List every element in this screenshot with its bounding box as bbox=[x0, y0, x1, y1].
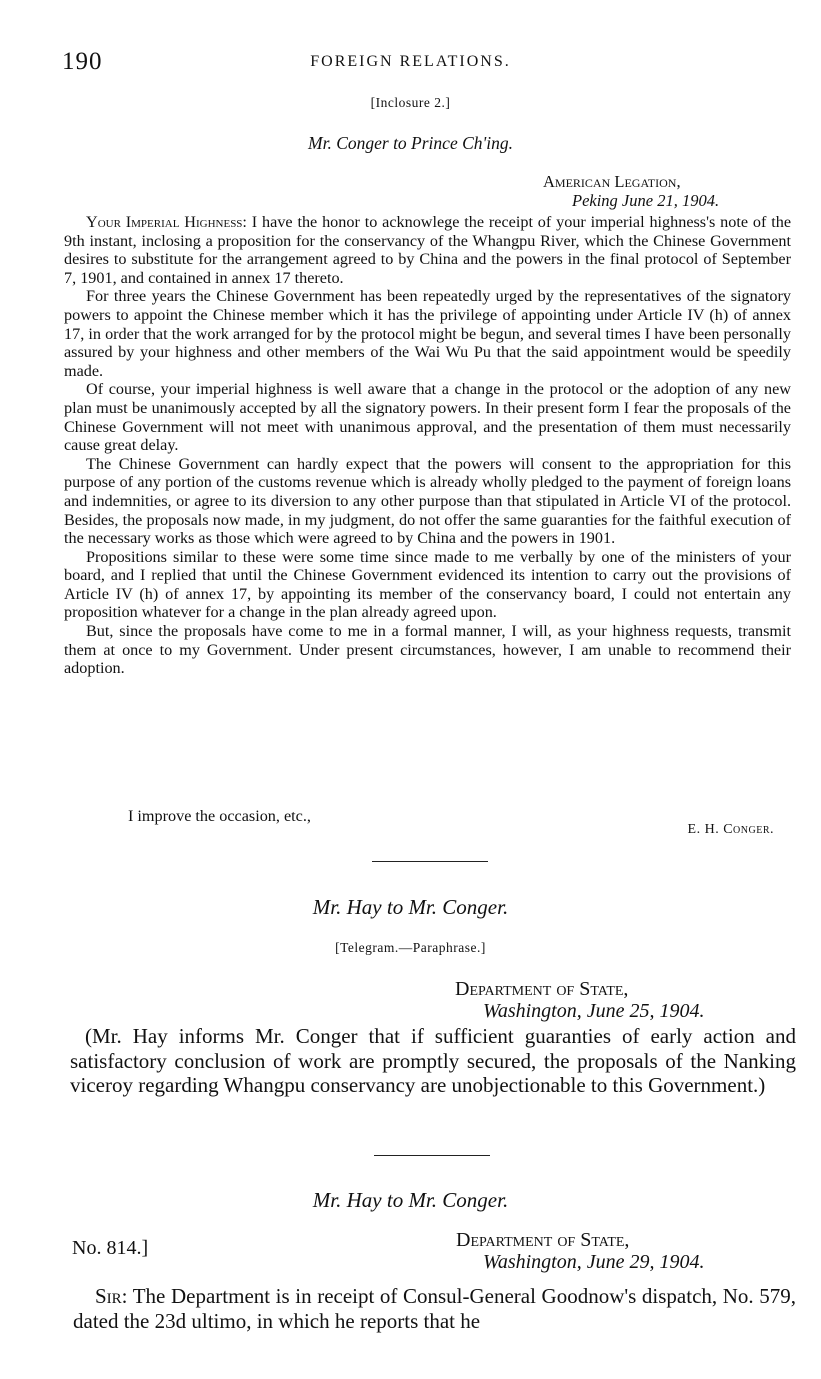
divider bbox=[372, 861, 488, 862]
divider bbox=[374, 1155, 490, 1156]
letter-title: Mr. Hay to Mr. Conger. bbox=[312, 895, 509, 919]
date: Washington, June 25, 1904. bbox=[483, 1000, 705, 1022]
paragraph: For three years the Chinese Government has been repeatedly urged by the representatives of the signatory powers to appoint the Chinese member which it has the privilege of appointing under Article IV (h) of annex 17, in order that the work arranged for by the protocol might be begun, and several times I have been personally assured by your highness and other members of the Wai Wu Pu that the said appointment would be speedily made. bbox=[64, 287, 791, 380]
letter-body bbox=[73, 1284, 796, 1333]
paragraph-text: I have the honor to acknowlege the receipt of your imperial highness's note of the 9th instant, inclosing a proposition for the conservancy of the Whangpu River, which the Chinese Government desires to substitute for the arrangement agreed to by China and the powers in the final protocol of September 7, 1901, and contained in annex 17 thereto. bbox=[64, 213, 791, 287]
date: Washington, June 29, 1904. bbox=[483, 1251, 705, 1273]
page-number: 190 bbox=[62, 48, 103, 75]
place: American Legation, bbox=[543, 172, 681, 191]
letter-title: Mr. Conger to Prince Ch'ing. bbox=[308, 133, 513, 153]
paragraph: Of course, your imperial highness is well aware that a change in the protocol or the adoption of any new plan must be unanimously accepted by all the signatory powers. In their present form I fear the proposals of the Chinese Government will not meet with unanimous approval, and the presentation of them must necessarily cause great delay. bbox=[64, 380, 791, 455]
telegram-note: [Telegram.—Paraphrase.] bbox=[335, 940, 486, 955]
letter-title: Mr. Hay to Mr. Conger. bbox=[312, 1188, 509, 1212]
paragraph: Propositions similar to these were some time since made to me verbally by one of the ministers of your board, and I replied that until the Chinese Government evidenced its intention to carry out the provisions of Article IV (h) of annex 17, by appointing its member of the conservancy board, I could not entertain any proposition whatever for a change in the plan already agreed upon. bbox=[64, 547, 791, 622]
telegram-body bbox=[70, 1024, 796, 1098]
paragraph bbox=[64, 213, 791, 287]
paragraph: (Mr. Hay informs Mr. Conger that if sufficient guaranties of early action and satisfactory conclusion of work are promptly secured, the proposals of the Nanking viceroy regarding Whangpu conservancy are unobjectionable to this Government.) bbox=[70, 1024, 796, 1097]
salutation: Sir: bbox=[95, 1284, 128, 1308]
letter-body bbox=[64, 213, 791, 678]
salutation: Your Imperial Highness: bbox=[86, 213, 247, 231]
signature: E. H. Conger. bbox=[687, 822, 774, 837]
letter-dateline bbox=[543, 172, 719, 210]
inclosure-label: [Inclosure 2.] bbox=[370, 95, 451, 110]
place: Department of State, bbox=[455, 978, 629, 1000]
paragraph: But, since the proposals have come to me in a formal manner, I will, as your highness requests, transmit them at once to my Government. Under present circumstances, however, I am unable to recommend their adoption. bbox=[64, 622, 791, 678]
closing: I improve the occasion, etc., bbox=[128, 807, 311, 825]
letter-dateline bbox=[455, 978, 704, 1022]
paragraph bbox=[73, 1284, 796, 1333]
paragraph-text: The Department is in receipt of Consul-General Goodnow's dispatch, No. 579, dated the 23d ultimo, in which he reports that he bbox=[73, 1284, 796, 1333]
dispatch-number: No. 814.] bbox=[72, 1237, 149, 1259]
running-head: FOREIGN RELATIONS. bbox=[310, 53, 511, 70]
place: Department of State, bbox=[456, 1229, 630, 1251]
letter-dateline bbox=[456, 1229, 704, 1273]
paragraph: The Chinese Government can hardly expect that the powers will consent to the appropriation for this purpose of any portion of the customs revenue which is already wholly pledged to the payment of foreign loans and indemnities, or agree to its diversion to any other purpose than that stipulated in Article VI of the protocol. Besides, the proposals now made, in my judgment, do not offer the same guaranties for the faithful execution of the necessary works as those which were agreed to by China and the powers in 1901. bbox=[64, 454, 791, 548]
date: Peking June 21, 1904. bbox=[572, 191, 720, 210]
